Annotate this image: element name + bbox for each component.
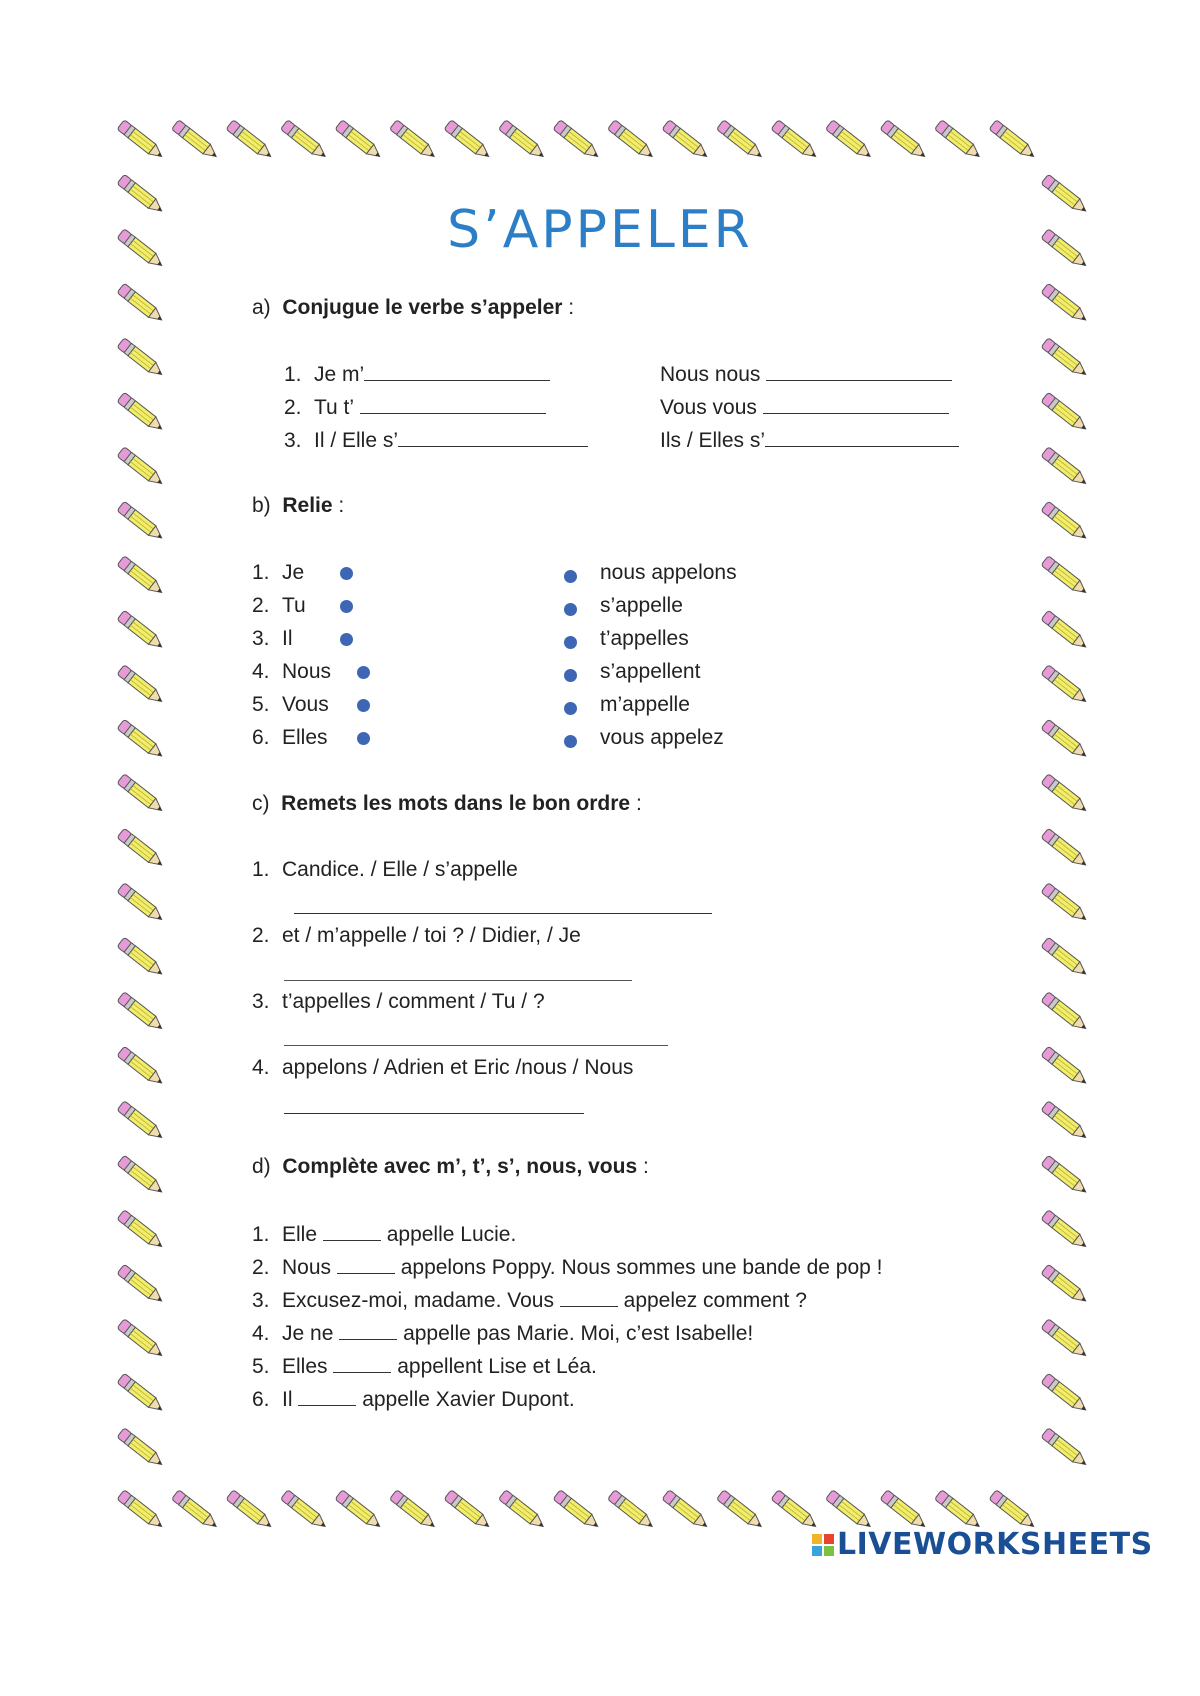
item-text-after: appelle Lucie. — [386, 1223, 517, 1246]
liveworksheets-logo-icon — [812, 1534, 834, 1556]
section-b-colon: : — [332, 494, 345, 517]
answer-blank[interactable] — [398, 428, 588, 447]
answer-blank[interactable] — [765, 428, 959, 447]
fill-item-6 — [252, 1387, 575, 1412]
match-left-label: Nous — [282, 660, 332, 683]
section-a-item-1 — [284, 362, 550, 387]
answer-blank[interactable] — [360, 395, 546, 414]
item-text-before: Il — [282, 1388, 293, 1411]
answer-line-2[interactable] — [284, 980, 632, 981]
fill-item-3 — [252, 1288, 807, 1313]
item-text: Je m’ — [314, 363, 365, 386]
section-c-letter: c) — [252, 792, 270, 815]
item-number: 3. — [252, 990, 270, 1013]
answer-blank[interactable] — [323, 1222, 381, 1241]
match-left-dot-1[interactable] — [340, 567, 353, 580]
match-left-label: Il — [282, 627, 293, 650]
match-left-label: Vous — [282, 693, 329, 716]
item-number: 2. — [252, 1256, 270, 1279]
section-a-title: Conjugue le verbe s’appeler — [282, 296, 563, 319]
answer-blank[interactable] — [333, 1354, 391, 1373]
answer-blank[interactable] — [298, 1387, 356, 1406]
item-text: Nous nous — [660, 363, 761, 386]
item-number: 5. — [252, 1355, 270, 1378]
item-number: 5. — [252, 693, 270, 716]
match-right-1: nous appelons — [600, 561, 737, 584]
item-text-before: Je ne — [282, 1322, 334, 1345]
match-left-dot-6[interactable] — [357, 732, 370, 745]
match-left-dot-5[interactable] — [357, 699, 370, 712]
item-number: 2. — [284, 396, 302, 419]
section-c-heading — [252, 792, 642, 816]
reorder-item-2 — [252, 924, 581, 948]
match-left-4 — [252, 660, 331, 684]
match-right-dot-3[interactable] — [564, 636, 577, 649]
item-number: 4. — [252, 660, 270, 683]
fill-item-2 — [252, 1255, 883, 1280]
section-a-plural-3 — [660, 428, 959, 453]
reorder-item-1 — [252, 858, 518, 882]
match-left-dot-4[interactable] — [357, 666, 370, 679]
reorder-item-4 — [252, 1056, 633, 1080]
item-text: Tu t’ — [314, 396, 355, 419]
match-left-label: Je — [282, 561, 305, 584]
item-text: appelons / Adrien et Eric /nous / Nous — [282, 1056, 634, 1079]
item-number: 1. — [252, 858, 270, 881]
match-right-6: vous appelez — [600, 726, 724, 749]
item-text-before: Elles — [282, 1355, 328, 1378]
section-a-letter: a) — [252, 296, 271, 319]
match-left-5 — [252, 693, 329, 717]
match-right-3: t’appelles — [600, 627, 689, 650]
logo-text: LIVEWORKSHEETS — [837, 1527, 1153, 1562]
item-number: 4. — [252, 1056, 270, 1079]
section-d-heading — [252, 1155, 649, 1179]
answer-blank[interactable] — [337, 1255, 395, 1274]
match-left-label: Elles — [282, 726, 328, 749]
section-b-title: Relie — [282, 494, 333, 517]
section-d-title: Complète avec m’, t’, s’, nous, vous — [282, 1155, 638, 1178]
match-right-dot-6[interactable] — [564, 735, 577, 748]
match-right-dot-4[interactable] — [564, 669, 577, 682]
item-number: 1. — [252, 561, 270, 584]
match-left-2 — [252, 594, 306, 618]
match-right-4: s’appellent — [600, 660, 701, 683]
section-c-title: Remets les mots dans le bon ordre — [281, 792, 631, 815]
answer-line-3[interactable] — [284, 1045, 668, 1046]
item-number: 6. — [252, 726, 270, 749]
item-number: 4. — [252, 1322, 270, 1345]
match-right-5: m’appelle — [600, 693, 690, 716]
item-number: 6. — [252, 1388, 270, 1411]
item-number: 3. — [252, 627, 270, 650]
match-left-3 — [252, 627, 293, 651]
item-text: Candice. / Elle / s’appelle — [282, 858, 518, 881]
match-left-dot-3[interactable] — [340, 633, 353, 646]
item-text: Il / Elle s’ — [314, 429, 399, 452]
section-c-colon: : — [630, 792, 642, 815]
item-text-before: Elle — [282, 1223, 318, 1246]
answer-blank[interactable] — [763, 395, 949, 414]
match-right-dot-2[interactable] — [564, 603, 577, 616]
item-text-after: appelle Xavier Dupont. — [362, 1388, 575, 1411]
item-text: t’appelles / comment / Tu / ? — [282, 990, 545, 1013]
section-b-letter: b) — [252, 494, 271, 517]
answer-blank[interactable] — [560, 1288, 618, 1307]
section-a-item-3 — [284, 428, 588, 453]
section-a-heading — [252, 296, 574, 320]
item-number: 3. — [284, 429, 302, 452]
item-text: et / m’appelle / toi ? / Didier, / Je — [282, 924, 581, 947]
section-d-colon: : — [637, 1155, 649, 1178]
item-text: Ils / Elles s’ — [660, 429, 766, 452]
item-text-after: appelle pas Marie. Moi, c’est Isabelle! — [403, 1322, 754, 1345]
item-text-after: appelons Poppy. Nous sommes une bande de pop ! — [400, 1256, 883, 1279]
match-right-2: s’appelle — [600, 594, 683, 617]
reorder-item-3 — [252, 990, 545, 1014]
match-right-dot-5[interactable] — [564, 702, 577, 715]
item-number: 2. — [252, 594, 270, 617]
section-a-colon: : — [562, 296, 575, 319]
match-left-label: Tu — [282, 594, 306, 617]
item-text: Vous vous — [660, 396, 757, 419]
answer-blank[interactable] — [364, 362, 550, 381]
item-text-before: Excusez-moi, madame. Vous — [282, 1289, 554, 1312]
match-right-dot-1[interactable] — [564, 570, 577, 583]
page-title: S’APPELER — [447, 200, 753, 260]
section-a-plural-2 — [660, 395, 949, 420]
fill-item-5 — [252, 1354, 597, 1379]
answer-blank[interactable] — [339, 1321, 397, 1340]
section-a-plural-1 — [660, 362, 952, 387]
item-text-after: appelez comment ? — [623, 1289, 807, 1312]
item-number: 2. — [252, 924, 270, 947]
answer-line-1[interactable] — [294, 913, 712, 914]
item-text-after: appellent Lise et Léa. — [397, 1355, 597, 1378]
section-b-heading — [252, 494, 344, 518]
section-d-letter: d) — [252, 1155, 271, 1178]
fill-item-1 — [252, 1222, 516, 1247]
item-number: 1. — [284, 363, 302, 386]
match-left-1 — [252, 561, 304, 585]
item-text-before: Nous — [282, 1256, 332, 1279]
match-left-dot-2[interactable] — [340, 600, 353, 613]
match-left-6 — [252, 726, 328, 750]
item-number: 1. — [252, 1223, 270, 1246]
answer-line-4[interactable] — [284, 1113, 584, 1114]
item-number: 3. — [252, 1289, 270, 1312]
section-a-item-2 — [284, 395, 546, 420]
answer-blank[interactable] — [766, 362, 952, 381]
liveworksheets-logo — [812, 1527, 1153, 1562]
fill-item-4 — [252, 1321, 753, 1346]
